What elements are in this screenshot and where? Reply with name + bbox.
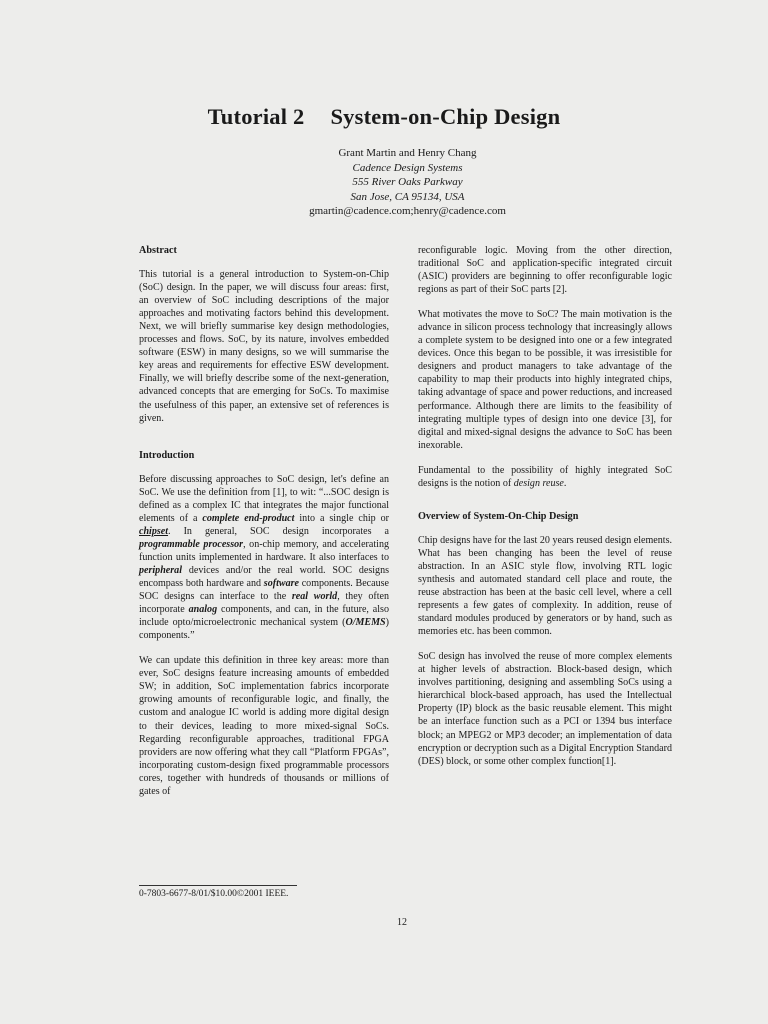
tutorial-name: System-on-Chip Design: [330, 104, 561, 129]
paper-title: [0, 104, 768, 130]
emph-run: analog: [188, 604, 218, 616]
text-run: components, and can, in the future, also include opto/microelectronic mechanical system (: [139, 604, 389, 629]
copyright-footnote: [139, 885, 297, 899]
right-column: [418, 244, 672, 780]
text-run: ) components.”: [139, 617, 389, 642]
text-run: devices and/or the real world. SOC designs encompass both hardware and: [139, 564, 389, 590]
text-run: , they often incorporate: [139, 591, 389, 616]
abstract-heading: Abstract: [139, 245, 177, 256]
introduction-heading: Introduction: [139, 449, 195, 461]
right-paragraph-1: What motivates the move to SoC? The main motivation is the advance in silicon process technology that increasingly allows a complete system to be designed into one or a few integrated devices. Once this began to be possible, it was irresistible for designers and product managers to take advantage of the capability to map their products into highly integrated chips, taking advantage of space and power reductions, and increased performance. Although there are limits to the feasibility of integrating multiple types of design into one device [3], for digital and mixed-signal designs the advance to SoC has been inexorable.: [418, 309, 672, 451]
intro-paragraph-2: We can update this definition in three key areas: more than ever, SoC designs feature increasing amounts of embedded SW; in addition, SoC implementation fabrics incorporate growing amounts of reconfigurable logic, and finally, the custom and analogue IC world is adding more digital design to their devices, leading to more mixed-signal SoCs. Regarding reconfigurable approaches, traditional FPGA providers are now offering what they call “Platform FPGAs”, incorporating custom-design fixed programmable processors cores, together with hundreds of thousands or millions of gates of: [139, 655, 389, 797]
emph-run: complete end-product: [202, 512, 295, 524]
right-paragraph-0: reconfigurable logic. Moving from the other direction, traditional SoC and application-specific integrated circuit (ASIC) providers are beginning to offer reconfigurable logic regions as part of their SoC parts [2].: [418, 245, 672, 296]
right-paragraph-2: [418, 464, 672, 490]
page-number: 12: [397, 917, 407, 928]
text-run: , on-chip memory, and accelerating function units implemented in hardware. It also interfaces to: [139, 538, 389, 563]
author-email: gmartin@cadence.com;henry@cadence.com: [309, 205, 506, 218]
emph-run: design reuse: [513, 477, 564, 489]
emph-run: peripheral: [139, 564, 182, 576]
overview-paragraph-2: SoC design has involved the reuse of more complex elements at higher levels of abstraction. Block-based design, which involves partitioning, designing and assembling SoCs using a hierarchical block-based approach, has used the Intellectual Property (IP) block as the basic reusable element. This might be an interface function such as a PCI or 1394 bus interface block; an MPEG2 or MP3 decoder; an implementation of data encryption or decryption such as a Digital Encryption Standard (DES) block, or some other complex function[1].: [418, 651, 672, 767]
emph-run: O/MEMS: [345, 617, 386, 629]
author-street: 555 River Oaks Parkway: [352, 176, 463, 189]
text-run: Fundamental to the possibility of highly integrated SoC designs is the notion of: [418, 464, 672, 489]
abstract-text: This tutorial is a general introduction to System-on-Chip (SoC) design. In the paper, we will discuss four areas: first, an overview of SoC including descriptions of the major approaches and motivating factors behind this development. Next, we will briefly summarise key design methodologies, processes and flows. SoC, by its nature, involves embedded software (ESW) in many designs, so we will summarise the key areas and requirements for effective ESW development. Finally, we will briefly describe some of the next-generation, advanced concepts that are emerging for SoCs. To maximise the usefulness of this paper, an extensive set of references is given.: [139, 269, 389, 424]
author-names: Grant Martin and Henry Chang: [338, 147, 477, 159]
text-run: . In general, SOC design incorporates a: [168, 525, 389, 537]
intro-paragraph-1: [139, 473, 389, 643]
author-city: San Jose, CA 95134, USA: [350, 190, 465, 203]
emph-run: chipset: [139, 525, 169, 537]
footnote-rule: [139, 885, 297, 886]
author-block: [0, 146, 768, 219]
emph-run: programmable processor: [139, 538, 244, 550]
emph-run: real world: [291, 591, 338, 603]
overview-paragraph-1: Chip designs have for the last 20 years reused design elements. What has been changing has been the level of reuse abstraction. In an ASIC style flow, involving RTL logic synthesis and automated standard cell place and route, the reuse abstraction has been at the basic cell level, where a cell represents a few gates of complexity. In addition, reuse of standard modules produced by generators or by hand, such as memories etc. has been common.: [418, 534, 672, 638]
text-run: .: [563, 477, 567, 489]
emph-run: software: [263, 578, 299, 590]
footnote-text: 0-7803-6677-8/01/$10.00©2001 IEEE.: [139, 889, 289, 899]
overview-heading: Overview of System-On-Chip Design: [418, 510, 579, 522]
tutorial-number: Tutorial 2: [207, 104, 305, 129]
author-org: Cadence Design Systems: [352, 161, 463, 174]
text-run: into a single chip or: [294, 512, 389, 524]
text-run: Before discussing approaches to SoC design, let's define an SoC. We use the definition from [1], to wit: “...SOC design is defined as a complex IC that integrates the major functional elements of a: [139, 473, 389, 524]
text-run: components. Because SOC designs can interface to the: [139, 578, 389, 603]
left-column: [139, 244, 389, 810]
